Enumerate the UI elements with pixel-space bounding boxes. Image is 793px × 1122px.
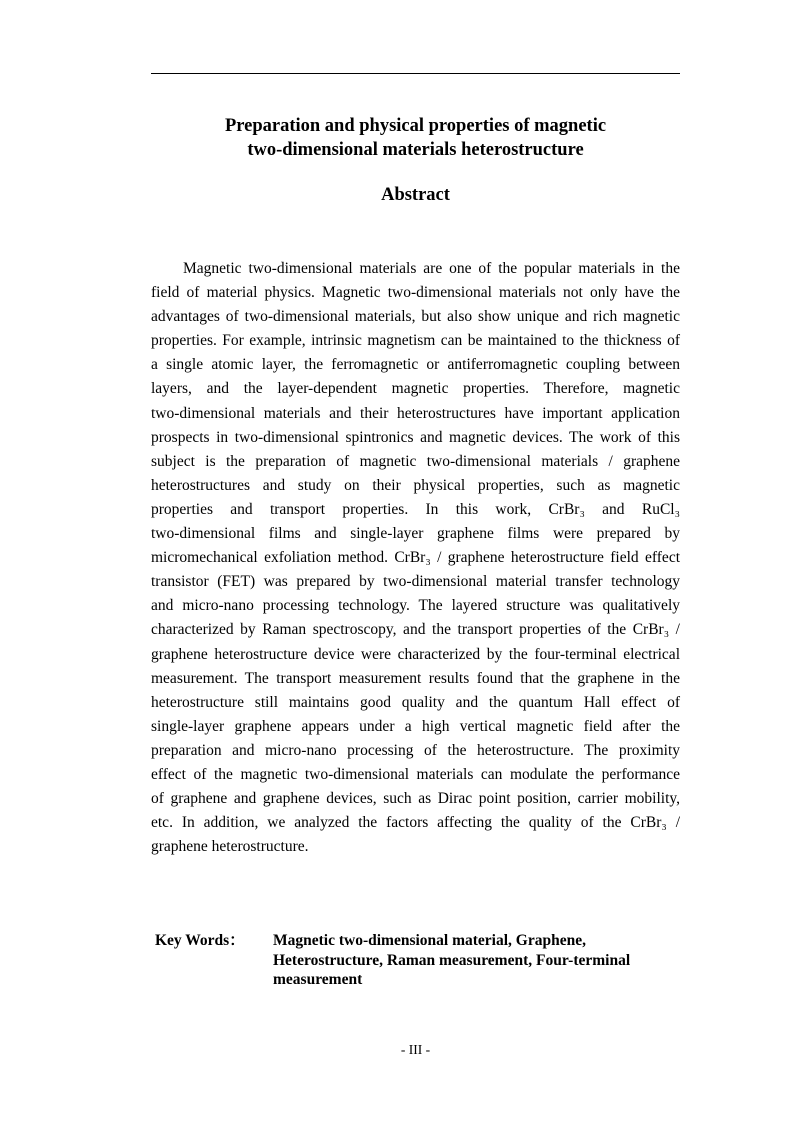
thesis-title: [151, 114, 680, 162]
abstract-heading: Abstract: [381, 185, 450, 205]
abstract-line: Magnetic two-dimensional materials are one of the popular materials in the: [183, 260, 680, 277]
abstract-line: properties. For example, intrinsic magnetism can be maintained to the thickness of: [151, 332, 680, 350]
abstract-line: characterized by Raman spectroscopy, and the transport properties of the CrBr₃ /: [151, 621, 680, 639]
header-rule: [151, 73, 680, 74]
abstract-line: graphene heterostructure.: [151, 838, 309, 856]
abstract-line: single-layer graphene appears under a high vertical magnetic field after the: [151, 717, 680, 735]
abstract-line: graphene heterostructure device were characterized by the four-terminal electrical: [151, 645, 680, 663]
abstract-line: effect of the magnetic two-dimensional materials can modulate the performance: [151, 765, 680, 783]
page-number: - III -: [400, 1042, 431, 1057]
keywords-label: Key Words：: [155, 932, 245, 949]
thesis-title-line-2: two-dimensional materials heterostructure: [247, 140, 584, 160]
abstract-line: micromechanical exfoliation method. CrBr₃ / graphene heterostructure field effect: [151, 549, 680, 567]
keywords-list: [273, 931, 673, 990]
abstract-line: field of material physics. Magnetic two-dimensional materials not only have the: [151, 284, 680, 302]
abstract-line: a single atomic layer, the ferromagnetic or antiferromagnetic coupling between: [151, 356, 680, 374]
abstract-line: advantages of two-dimensional materials, but also show unique and rich magnetic: [151, 308, 680, 326]
abstract-line: heterostructures and study on their physical properties, such as magnetic: [151, 476, 680, 494]
abstract-line: two-dimensional films and single-layer graphene films were prepared by: [151, 525, 680, 543]
abstract-line: layers, and the layer-dependent magnetic properties. Therefore, magnetic: [151, 380, 680, 398]
abstract-line: subject is the preparation of magnetic two-dimensional materials / graphene: [151, 452, 680, 470]
abstract-line: preparation and micro-nano processing of the heterostructure. The proximity: [151, 741, 680, 759]
abstract-line: properties and transport properties. In this work, CrBr₃ and RuCl₃: [151, 500, 680, 518]
keywords-line: Magnetic two-dimensional material, Graphene,: [273, 932, 586, 949]
abstract-line: of graphene and graphene devices, such as Dirac point position, carrier mobility,: [151, 790, 680, 808]
abstract-line: transistor (FET) was prepared by two-dimensional material transfer technology: [151, 573, 680, 591]
thesis-title-line-1: Preparation and physical properties of magnetic: [224, 116, 607, 136]
abstract-body: [151, 257, 680, 859]
abstract-line: and micro-nano processing technology. The layered structure was qualitatively: [151, 597, 680, 615]
keywords-line: measurement: [273, 971, 363, 988]
abstract-line: prospects in two-dimensional spintronics and magnetic devices. The work of this: [151, 428, 680, 446]
abstract-line: two-dimensional materials and their heterostructures have important application: [151, 404, 680, 422]
keywords-line: Heterostructure, Raman measurement, Four-terminal: [273, 951, 631, 969]
abstract-line: heterostructure still maintains good quality and the quantum Hall effect of: [151, 693, 680, 711]
abstract-line: measurement. The transport measurement results found that the graphene in the: [151, 669, 680, 687]
abstract-line: etc. In addition, we analyzed the factors affecting the quality of the CrBr₃ /: [151, 814, 680, 832]
